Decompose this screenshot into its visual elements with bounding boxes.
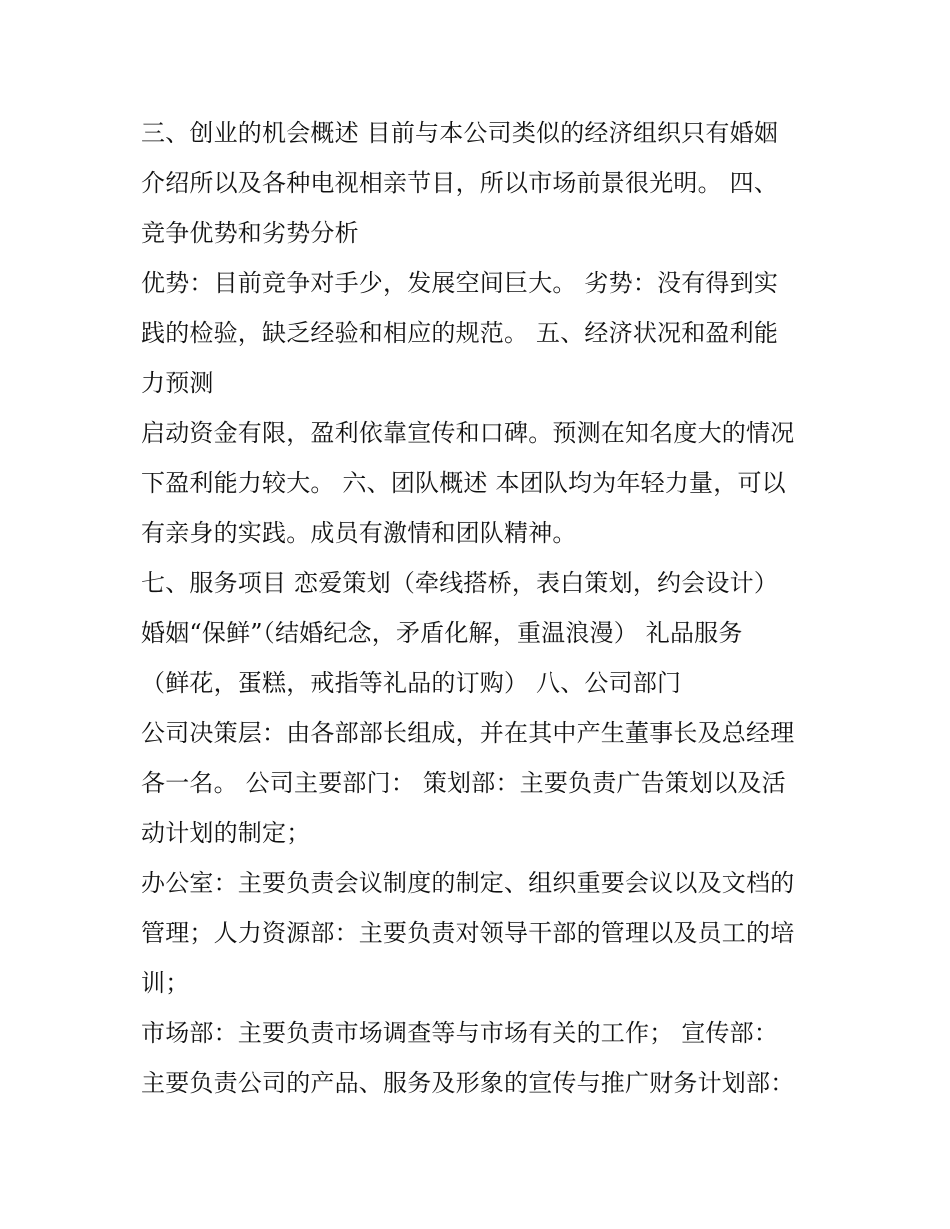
text-line: 主要负责公司的产品、服务及形象的宣传与推广财务计划部：	[141, 1069, 795, 1097]
text-line: 公司决策层：由各部部长组成，并在其中产生董事长及总经理	[141, 719, 795, 747]
text-line: 动计划的制定；	[141, 819, 311, 847]
text-line: 介绍所以及各种电视相亲节目，所以市场前景很光明。 四、	[141, 169, 779, 197]
text-line: 下盈利能力较大。 六、团队概述 本团队均为年轻力量，可以	[141, 469, 786, 497]
text-line: 力预测	[141, 369, 214, 397]
document-body	[141, 108, 841, 1108]
text-line: 市场部：主要负责市场调查等与市场有关的工作； 宣传部：	[141, 1019, 779, 1047]
text-line: 启动资金有限，盈利依靠宣传和口碑。预测在知名度大的情况	[141, 419, 795, 447]
text-line: 三、创业的机会概述 目前与本公司类似的经济组织只有婚姻	[141, 119, 779, 147]
text-line: 竞争优势和劣势分析	[141, 219, 359, 247]
text-line: 办公室：主要负责会议制度的制定、组织重要会议以及文档的	[141, 869, 795, 897]
text-line: 有亲身的实践。成员有激情和团队精神。	[141, 519, 577, 547]
text-line: 婚姻“保鲜”（结婚纪念，矛盾化解，重温浪漫） 礼品服务	[141, 619, 743, 647]
text-line: 优势：目前竞争对手少，发展空间巨大。 劣势：没有得到实	[141, 269, 779, 297]
text-line: 训；	[141, 969, 190, 997]
text-line: 七、服务项目 恋爱策划（牵线搭桥，表白策划，约会设计）	[141, 569, 779, 597]
text-line: 践的检验，缺乏经验和相应的规范。 五、经济状况和盈利能	[141, 319, 779, 347]
text-line: 各一名。 公司主要部门： 策划部：主要负责广告策划以及活	[141, 769, 786, 797]
text-line: 管理；人力资源部：主要负责对领导干部的管理以及员工的培	[141, 919, 795, 947]
text-line: （鲜花，蛋糕，戒指等礼品的订购） 八、公司部门	[141, 669, 682, 697]
